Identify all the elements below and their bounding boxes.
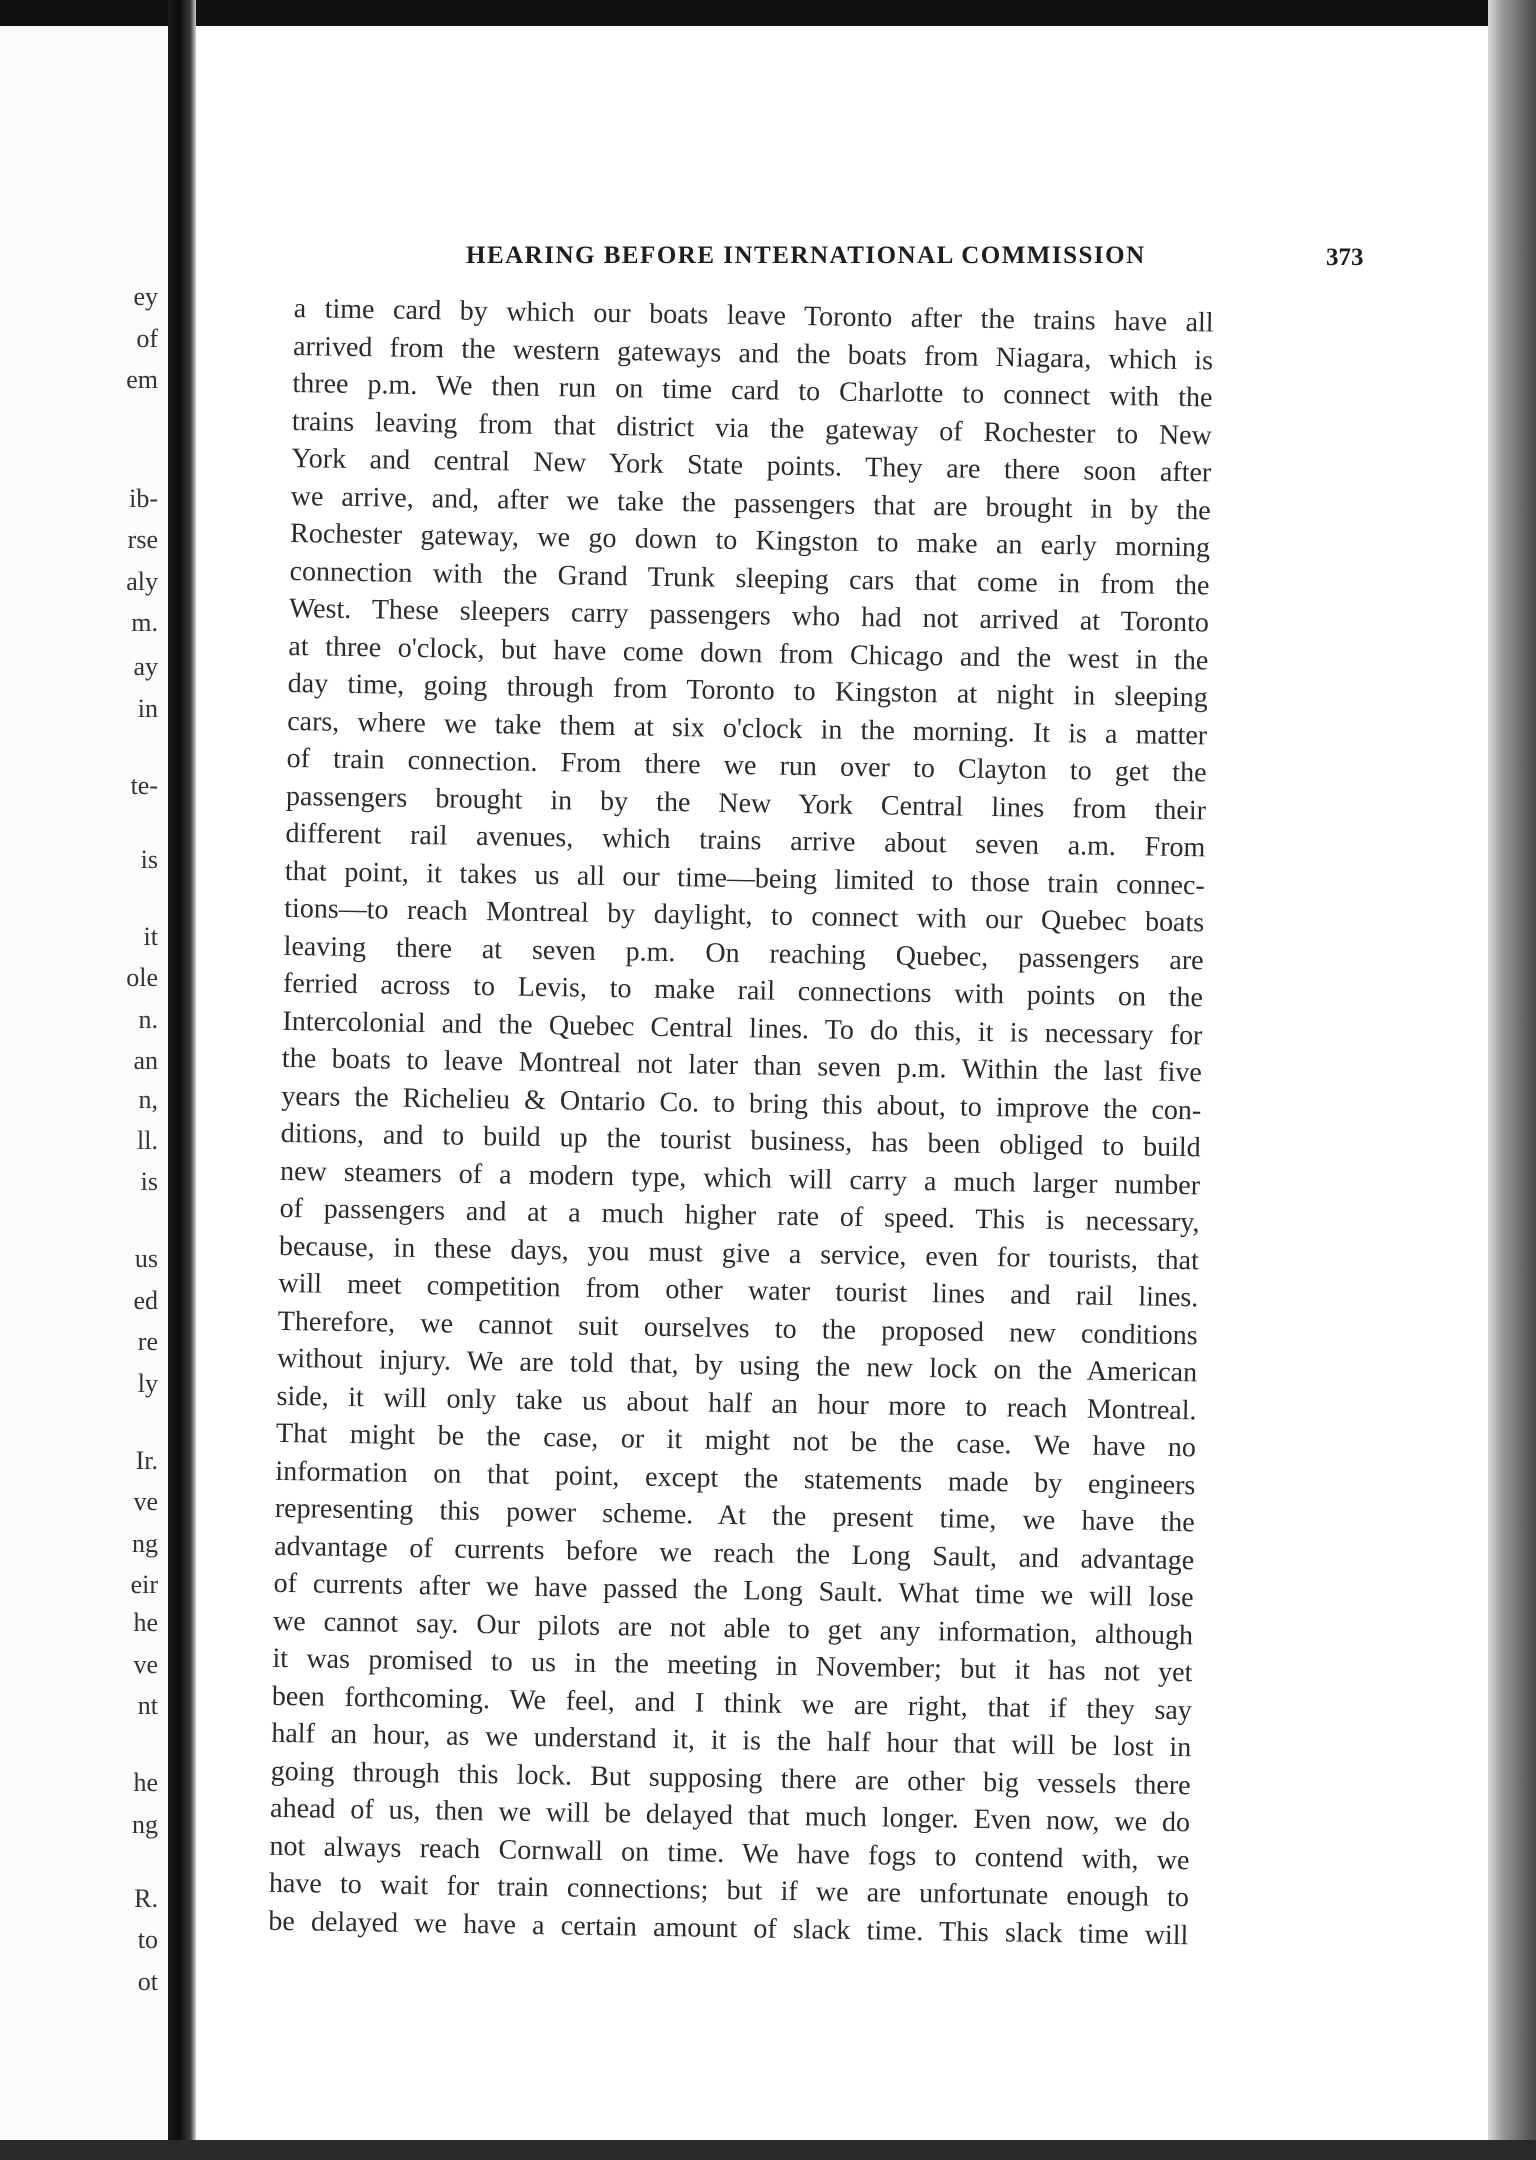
left-page-fragment: ole xyxy=(126,963,158,993)
text-line: will meet competition from other water tourist lines and rail lines. xyxy=(278,1267,1199,1314)
main-page xyxy=(196,26,1488,2140)
left-page-fragment: he xyxy=(133,1608,158,1638)
text-line: we arrive, and, after we take the passengers that are brought in by the xyxy=(290,480,1211,526)
text-line: of passengers and at a much higher rate of speed. This is necessary, xyxy=(279,1192,1200,1239)
text-line: new steamers of a modern type, which will carry a much larger number xyxy=(279,1155,1201,1201)
left-page-fragment: R. xyxy=(134,1883,158,1913)
text-line: That might be the case, or it might not be the case. We have no xyxy=(275,1417,1197,1464)
left-page-fragment: em xyxy=(126,365,158,395)
left-facing-page xyxy=(0,26,168,2140)
text-line: ahead of us, then we will be delayed that much longer. Even now, we do xyxy=(269,1792,1191,1839)
left-page-fragment: n, xyxy=(138,1084,158,1114)
body-text xyxy=(268,290,1214,1954)
text-line: the boats to leave Montreal not later than seven p.m. Within the last five xyxy=(281,1042,1203,1089)
left-page-fragment: nt xyxy=(137,1691,158,1721)
text-line: advantage of currents before we reach the Long Sault, and advantage xyxy=(274,1530,1195,1576)
left-page-fragment: to xyxy=(137,1925,158,1955)
left-page-fragment: ly xyxy=(137,1368,158,1398)
text-line: leaving there at seven p.m. On reaching Quebec, passengers are xyxy=(283,930,1204,976)
left-page-fragment: us xyxy=(134,1244,158,1274)
text-line: half an hour, as we understand it, it is the half hour that will be lost in xyxy=(271,1717,1192,1764)
left-page-text-fragments xyxy=(0,26,160,2140)
text-line: West. These sleepers carry passengers who had not arrived at Toronto xyxy=(288,592,1210,639)
left-page-fragment: eir xyxy=(130,1570,158,1599)
text-line: have to wait for train connections; but if we are unfortunate enough to xyxy=(268,1867,1190,1914)
left-page-fragment: ey xyxy=(133,282,158,312)
text-line: going through this lock. But supposing there are other big vessels there xyxy=(270,1755,1191,1801)
text-line: it was promised to us in the meeting in November; but it has not yet xyxy=(272,1642,1193,1689)
text-line: cars, where we take them at six o'clock in the morning. It is a matter xyxy=(286,705,1208,751)
left-page-fragment: re xyxy=(137,1327,158,1357)
text-line: day time, going through from Toronto to Kingston at night in sleeping xyxy=(287,667,1208,714)
text-line: of currents after we have passed the Long Sault. What time we will lose xyxy=(273,1567,1194,1614)
left-page-fragment: ib- xyxy=(129,483,158,513)
left-page-fragment: ot xyxy=(137,1966,158,1996)
page-number: 373 xyxy=(1326,244,1364,271)
text-line: information on that point, except the statements made by engineers xyxy=(275,1455,1196,1501)
left-page-fragment: ay xyxy=(133,652,158,682)
left-page-fragment: it xyxy=(143,921,158,951)
text-line: connection with the Grand Trunk sleeping cars that come in from the xyxy=(289,555,1210,601)
scan-top-border xyxy=(0,0,1536,26)
text-line: side, it will only take us about half an hour more to reach Montreal. xyxy=(276,1380,1197,1426)
text-line: years the Richelieu & Ontario Co. to bring this about, to improve the con- xyxy=(281,1080,1202,1126)
text-line: we cannot say. Our pilots are not able to get any information, although xyxy=(272,1605,1194,1651)
text-line: Intercolonial and the Quebec Central lines. To do this, it is necessary for xyxy=(282,1005,1203,1051)
text-line: ditions, and to build up the tourist business, has been obliged to build xyxy=(280,1117,1201,1164)
text-line: be delayed we have a certain amount of slack time. This slack time will xyxy=(268,1905,1189,1951)
left-page-fragment: is xyxy=(140,1167,158,1197)
left-page-fragment: ng xyxy=(132,1528,158,1558)
running-head: HEARING BEFORE INTERNATIONAL COMMISSION xyxy=(466,242,1146,269)
text-line: of train connection. From there we run over to Clayton to get the xyxy=(286,742,1207,789)
left-page-fragment: ll. xyxy=(137,1126,158,1155)
text-line: different rail avenues, which trains arrive about seven a.m. From xyxy=(285,817,1206,864)
left-page-fragment: he xyxy=(133,1768,158,1798)
left-page-fragment: ng xyxy=(132,1809,158,1839)
left-page-fragment: m. xyxy=(131,608,158,637)
left-page-fragment: rse xyxy=(127,525,158,555)
left-page-fragment: ve xyxy=(133,1487,158,1517)
text-line: been forthcoming. We feel, and I think we are right, that if they say xyxy=(271,1680,1193,1726)
text-line: Rochester gateway, we go down to Kingston to make an early morning xyxy=(289,517,1211,564)
left-page-fragment: n. xyxy=(138,1004,158,1034)
text-line: that point, it takes us all our time—being limited to those train connec- xyxy=(284,855,1206,901)
left-page-fragment: te- xyxy=(130,770,158,800)
text-line: ferried across to Levis, to make rail connections with points on the xyxy=(282,967,1204,1014)
text-line: trains leaving from that district via the gateway of Rochester to New xyxy=(291,405,1213,451)
book-gutter xyxy=(168,0,196,2160)
text-line: at three o'clock, but have come down from Chicago and the west in the xyxy=(288,630,1209,676)
left-page-fragment: of xyxy=(136,323,158,353)
left-page-fragment: in xyxy=(137,693,158,723)
text-line: tions—to reach Montreal by daylight, to connect with our Quebec boats xyxy=(284,892,1205,939)
scan-bottom-border xyxy=(0,2140,1536,2160)
left-page-fragment: is xyxy=(140,844,158,874)
left-page-fragment: ed xyxy=(133,1285,158,1315)
text-line: passengers brought in by the New York Central lines from their xyxy=(285,780,1207,826)
left-page-fragment: ve xyxy=(133,1649,158,1679)
text-line: a time card by which our boats leave Toronto after the trains have all xyxy=(293,292,1214,339)
page-edge-shadow xyxy=(1488,0,1536,2160)
text-line: because, in these days, you must give a service, even for tourists, that xyxy=(278,1230,1200,1276)
text-line: representing this power scheme. At the present time, we have the xyxy=(274,1492,1195,1539)
text-line: without injury. We are told that, by using the new lock on the American xyxy=(276,1342,1198,1389)
left-page-fragment: an xyxy=(133,1046,158,1076)
left-page-fragment: aly xyxy=(126,566,158,596)
text-line: arrived from the western gateways and the boats from Niagara, which is xyxy=(292,330,1214,376)
text-line: three p.m. We then run on time card to Charlotte to connect with the xyxy=(292,367,1213,414)
text-line: Therefore, we cannot suit ourselves to the proposed new conditions xyxy=(277,1305,1198,1351)
text-line: not always reach Cornwall on time. We have fogs to contend with, we xyxy=(269,1830,1190,1876)
left-page-fragment: Ir. xyxy=(135,1445,158,1475)
text-line: York and central New York State points. They are there soon after xyxy=(291,442,1212,489)
